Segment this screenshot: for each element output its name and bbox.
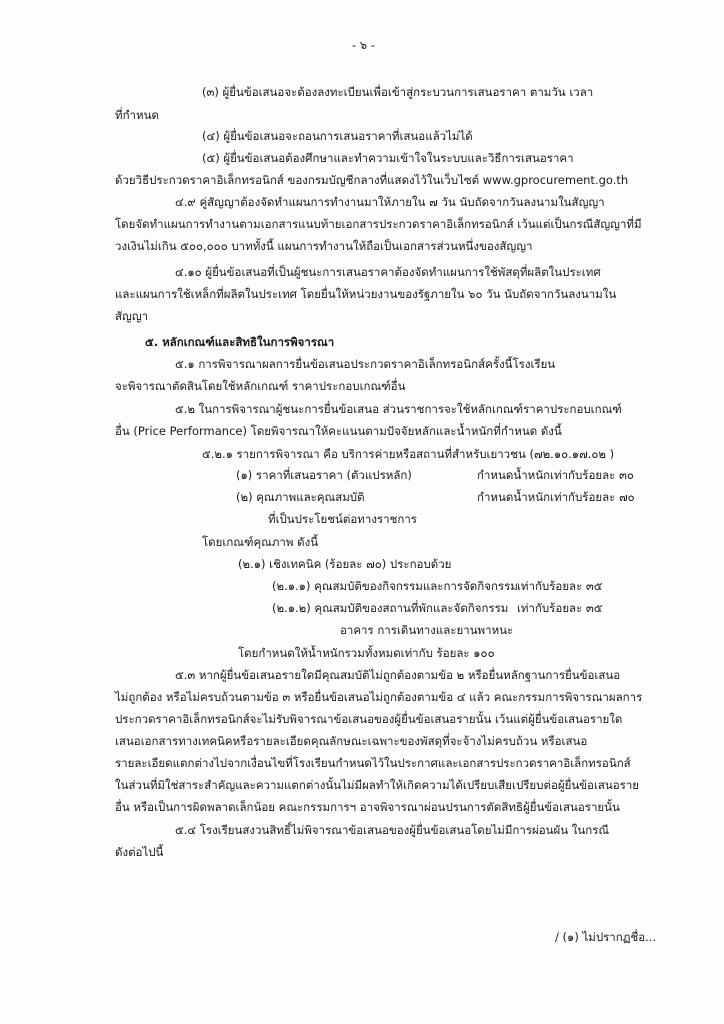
subcriteria-item-label: อาคาร การเดินทางและยานพาหนะ xyxy=(340,623,514,637)
paragraph-line: ๔.๙ คู่สัญญาต้องจัดทำแผนการทำงานมาให้ภายใน ๗ วัน นับถัดจากวันลงนามในสัญญา xyxy=(175,195,605,209)
paragraph-line: ด้วยวิธีประกวดราคาอิเล็กทรอนิกส์ ของกรมบัญชีกลางที่แสดงไว้ในเว็บไซต์ www.gprocurement.go.th xyxy=(115,173,629,187)
paragraph-line: รายละเอียดแตกต่างไปจากเงื่อนไขที่โรงเรียนกำหนดไว้ในประกาศและเอกสารประกวดราคาอิเล็กทรอนิกส์ xyxy=(115,756,631,770)
paragraph-line: ๕.๔ โรงเรียนสงวนสิทธิ์ไม่พิจารณาข้อเสนอของผู้ยื่นข้อเสนอโดยไม่มีการผ่อนผัน ในกรณี xyxy=(175,823,610,837)
criteria-item-label: ที่เป็นประโยชน์ต่อทางราชการ xyxy=(268,512,417,526)
paragraph-line: ดังต่อไปนี้ xyxy=(115,845,164,859)
paragraph-line: (๔) ผู้ยื่นข้อเสนอจะถอนการเสนอราคาที่เสนอแล้วไม่ได้ xyxy=(202,129,473,143)
criteria-item-label: (๒) คุณภาพและคุณสมบัติ xyxy=(236,490,365,504)
paragraph-line: และแผนการใช้เหล็กที่ผลิตในประเทศ โดยยื่นให้หน่วยงานของรัฐภายใน ๖๐ วัน นับถัดจากวันลงนามใน xyxy=(115,287,617,301)
paragraph-line: ๔.๑๐ ผู้ยื่นข้อเสนอที่เป็นผู้ชนะการเสนอราคาต้องจัดทำแผนการใช้พัสดุที่ผลิตในประเทศ xyxy=(175,265,601,279)
paragraph-line: วงเงินไม่เกิน ๕๐๐,๐๐๐ บาททั้งนี้ แผนการทำงานให้ถือเป็นเอกสารส่วนหนึ่งของสัญญา xyxy=(115,239,533,253)
paragraph-line: ที่กำหนด xyxy=(115,108,159,122)
criteria-heading: ๕.๒.๑ รายการพิจารณา คือ บริการค่ายหรือสถานที่สำหรับเยาวชน (๗๒.๑๐.๑๗.๐๒ ) xyxy=(202,447,615,461)
continuation-note: / (๑) ไม่ปรากฏชื่อ... xyxy=(555,930,657,944)
section-heading: ๕. หลักเกณฑ์และสิทธิในการพิจารณา xyxy=(145,335,335,349)
paragraph-line: ๕.๓ หากผู้ยื่นข้อเสนอรายใดมีคุณสมบัติไม่ถูกต้องตามข้อ ๒ หรือยื่นหลักฐานการยื่นข้อเสนอ xyxy=(175,668,621,682)
paragraph-line: โดยจัดทำแผนการทำงานตามเอกสารแนบท้ายเอกสารประกวดราคาอิเล็กทรอนิกส์ เว้นแต่เป็นกรณีสัญญาที่มี xyxy=(115,217,642,231)
paragraph-line: ไม่ถูกต้อง หรือไม่ครบถ้วนตามข้อ ๓ หรือยื่นข้อเสนอไม่ถูกต้องตามข้อ ๔ แล้ว คณะกรรมการพิจารณาผลการ xyxy=(115,690,643,704)
paragraph-line: ๕.๑ การพิจารณาผลการยื่นข้อเสนอประกวดราคาอิเล็กทรอนิกส์ครั้งนี้โรงเรียน xyxy=(175,357,556,371)
paragraph-line: ๕.๒ ในการพิจารณาผู้ชนะการยื่นข้อเสนอ ส่วนราชการจะใช้หลักเกณฑ์ราคาประกอบเกณฑ์ xyxy=(175,402,622,416)
subcriteria-item-weight: เท่ากับร้อยละ ๓๕ xyxy=(517,579,603,593)
criteria-item-weight: กำหนดน้ำหนักเท่ากับร้อยละ ๗๐ xyxy=(477,490,635,504)
paragraph-line: โดยเกณฑ์คุณภาพ ดังนี้ xyxy=(202,535,319,549)
paragraph-line: อื่น (Price Performance) โดยพิจารณาให้คะแนนตามปัจจัยหลักและน้ำหนักที่กำหนด ดังนี้ xyxy=(115,424,562,438)
subcriteria-item-label: (๒.๑.๑) คุณสมบัติของกิจกรรมและการจัดกิจกรรม xyxy=(272,579,518,593)
page-number: - ๖ - xyxy=(352,38,375,52)
criteria-item-label: (๑) ราคาที่เสนอราคา (ตัวแปรหลัก) xyxy=(236,468,412,482)
paragraph-line: ในส่วนที่มิใช่สาระสำคัญและความแตกต่างนั้นไม่มีผลทำให้เกิดความได้เปรียบเสียเปรียบต่อผู้ยื่นข้อเสนอราย xyxy=(115,778,640,792)
subcriteria-heading: (๒.๑) เชิงเทคนิค (ร้อยละ ๗๐) ประกอบด้วย xyxy=(238,557,452,571)
paragraph-line: ประกวดราคาอิเล็กทรอนิกส์จะไม่รับพิจารณาข้อเสนอของผู้ยื่นข้อเสนอรายนั้น เว้นแต่ผู้ยื่นข้อเสนอรายใด xyxy=(115,712,623,726)
paragraph-line: อื่น หรือเป็นการผิดพลาดเล็กน้อย คณะกรรมการฯ อาจพิจารณาผ่อนปรนการตัดสิทธิผู้ยื่นข้อเสนอรายนั้น xyxy=(115,800,620,814)
paragraph-line: โดยกำหนดให้น้ำหนักรวมทั้งหมดเท่ากับ ร้อยละ ๑๐๐ xyxy=(238,646,495,660)
paragraph-line: จะพิจารณาตัดสินโดยใช้หลักเกณฑ์ ราคาประกอบเกณฑ์อื่น xyxy=(115,379,406,393)
subcriteria-item-weight: เท่ากับร้อยละ ๓๕ xyxy=(517,601,603,615)
paragraph-line: (๕) ผู้ยื่นข้อเสนอต้องศึกษาและทำความเข้าใจในระบบและวิธีการเสนอราคา xyxy=(202,151,574,165)
paragraph-line: (๓) ผู้ยื่นข้อเสนอจะต้องลงทะเบียนเพื่อเข้าสู่กระบวนการเสนอราคา ตามวัน เวลา xyxy=(202,85,594,99)
subcriteria-item-label: (๒.๑.๒) คุณสมบัติของสถานที่พักและจัดกิจกรรม xyxy=(272,601,509,615)
paragraph-line: เสนอเอกสารทางเทคนิคหรือรายละเอียดคุณลักษณะเฉพาะของพัสดุที่จะจ้างไม่ครบถ้วน หรือเสนอ xyxy=(115,734,588,748)
paragraph-line: สัญญา xyxy=(115,309,149,323)
criteria-item-weight: กำหนดน้ำหนักเท่ากับร้อยละ ๓๐ xyxy=(477,468,634,482)
